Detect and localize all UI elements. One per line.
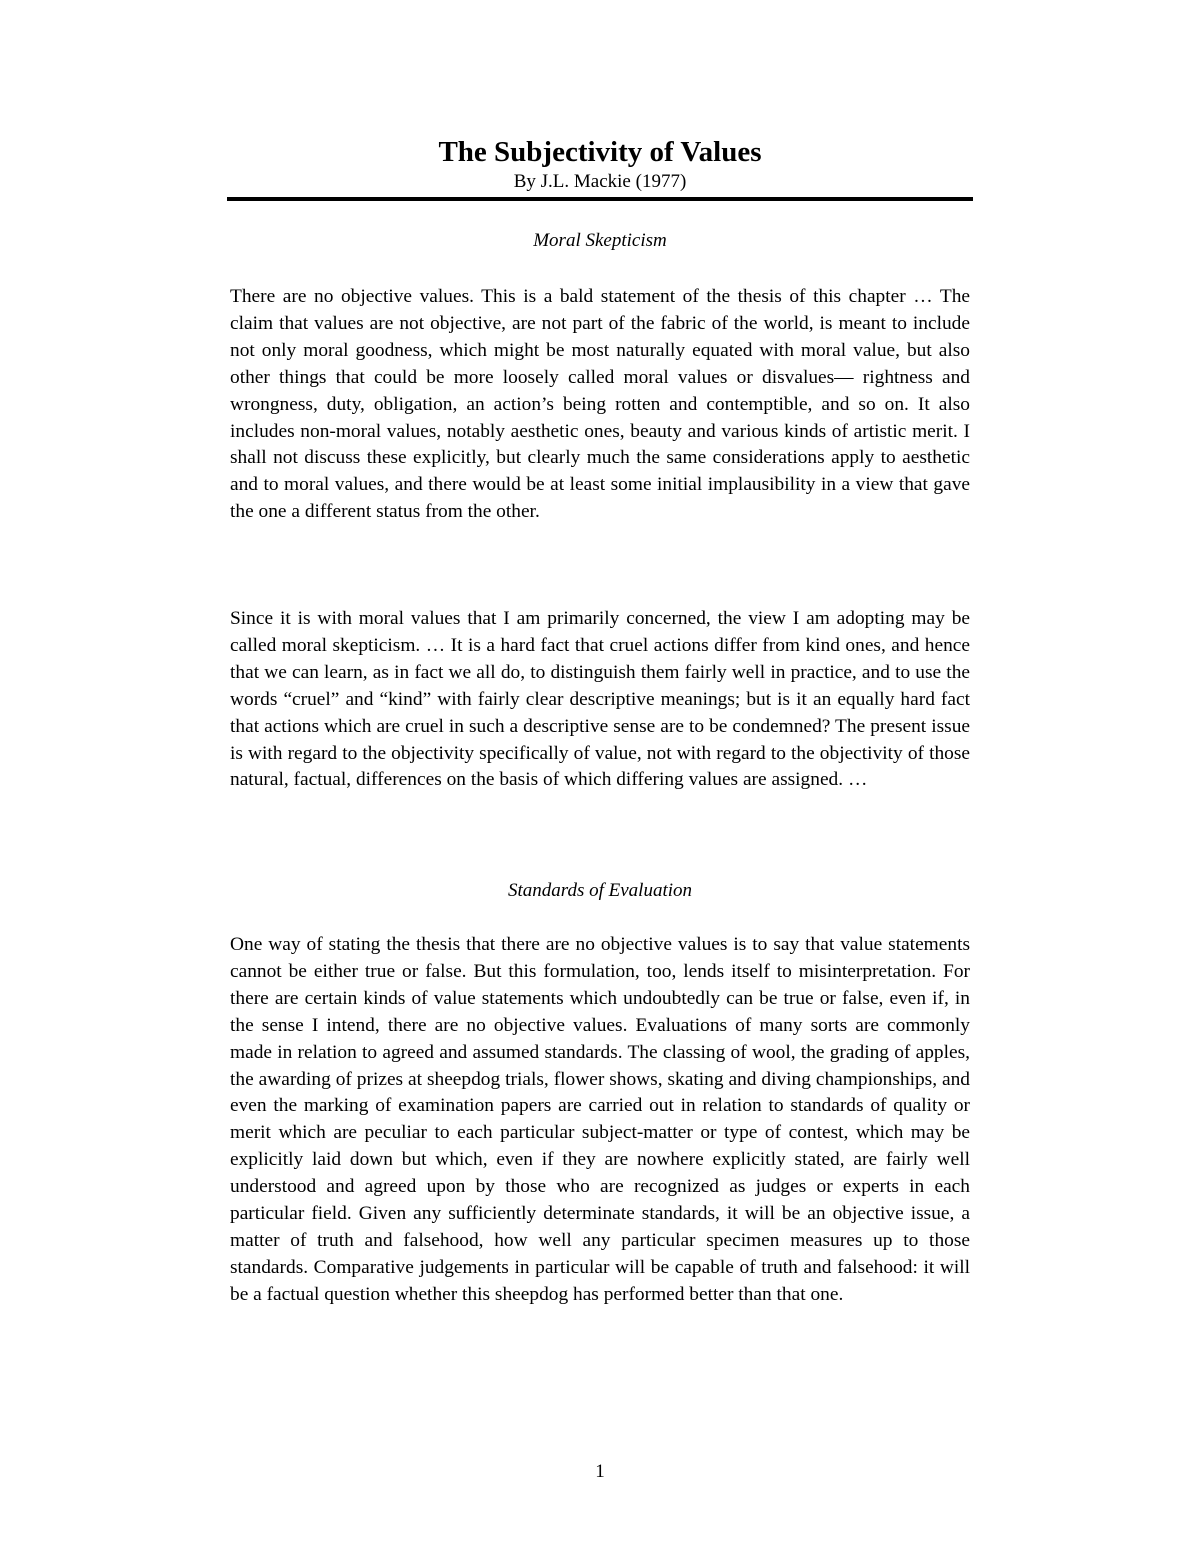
paragraph: One way of stating the thesis that there are no objective values is to say that value statements cannot be either true or false. But this formulation, too, lends itself to misinterpretation. For there are certain kinds of value statements which undoubtedly can be true or false, even if, in the sense I intend, there are no objective values. Evaluations of many sorts are commonly made in relation to agreed and assumed standards. The classing of wool, the grading of apples, the awarding of prizes at sheepdog trials, flower shows, skating and diving championships, and even the marking of examination papers are carried out in relation to standards of quality or merit which are peculiar to each particular subject-matter or type of contest, which may be explicitly laid down but which, even if they are nowhere explicitly stated, are fairly well understood and agreed upon by those who are recognized as judges or experts in each particular field. Given any sufficiently determinate standards, it will be an objective issue, a matter of truth and falsehood, how well any particular specimen measures up to those standards. Comparative judgements in particular will be capable of truth and falsehood: it will be a factual question whether this sheepdog has performed better than that one. — [230, 934, 970, 1305]
paragraph: There are no objective values. This is a bald statement of the thesis of this chapter … The claim that values are not objective, are not part of the fabric of the world, is meant to include not only moral goodness, which might be most naturally equated with moral value, but also other things that could be more loosely called moral values or disvalues— rightness and wrongness, duty, obligation, an action’s being rotten and contemptible, and so on. It also includes non-moral values, notably aesthetic ones, beauty and various kinds of artistic merit. I shall not discuss these explicitly, but clearly much the same considerations apply to aesthetic and to moral values, and there would be at least some initial implausibility in a view that gave the one a different status from the other. — [230, 286, 970, 523]
paragraph: Since it is with moral values that I am primarily concerned, the view I am adopting may be called moral skepticism. … It is a hard fact that cruel actions differ from kind ones, and hence that we can learn, as in fact we all do, to distinguish them fairly well in practice, and to use the words “cruel” and “kind” with fairly clear descriptive meanings; but is it an equally hard fact that actions which are cruel in such a descriptive sense are to be condemned? The present issue is with regard to the objectivity specifically of value, not with regard to the objectivity of those natural, factual, differences on the basis of which differing values are assigned. … — [230, 608, 970, 791]
title-divider — [227, 197, 973, 201]
section-heading-standards-of-evaluation: Standards of Evaluation — [507, 880, 693, 901]
page-number: 1 — [595, 1461, 605, 1482]
section-heading-moral-skepticism: Moral Skepticism — [533, 230, 667, 251]
document-byline: By J.L. Mackie (1977) — [513, 171, 687, 192]
document-title: The Subjectivity of Values — [438, 136, 762, 168]
